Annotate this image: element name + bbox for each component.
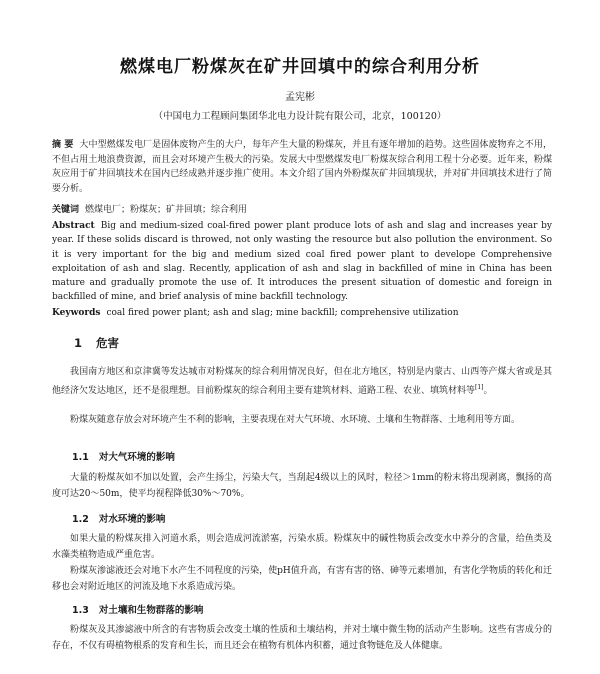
- abstract-english: [52, 219, 552, 305]
- subsection-number: 1.3: [72, 605, 89, 616]
- section-number: 1: [74, 336, 83, 350]
- subsection-1-2-paragraph-2: 粉煤灰渗滤液还会对地下水产生不同程度的污染，使pH值升高，有害有害的铬、砷等元素增加，有害化学物质的转化和迁移也会对附近地区的河流及地下水系造成污染。: [52, 566, 552, 592]
- subsection-number: 1.2: [72, 514, 89, 525]
- paper-title: 燃煤电厂粉煤灰在矿井回填中的综合利用分析: [120, 57, 480, 77]
- author-name: 孟宪彬: [285, 92, 315, 103]
- paragraph-text: 我国南方地区和京津冀等发达城市对粉煤灰的综合利用情况良好，但在北方地区，特别是内蒙古、山西等产煤大省或是其他经济欠发达地区，还不是很理想。目前粉煤灰的综合利用主要有建筑材料、道路工程、农业、填筑材料等: [52, 367, 552, 396]
- subsection-1-3-paragraph: 粉煤灰及其渗滤液中所含的有害物质会改变土壤的性质和土壤结构，并对土壤中微生物的活动产生影响。这些有害成分的存在，不仅有碍植物根系的发育和生长，而且还会在植物有机体内积蓄，通过食物链危及人体健康。: [52, 625, 552, 651]
- keywords-chinese: [52, 203, 552, 217]
- subsection-title: 对土壤和生物群落的影响: [98, 605, 204, 616]
- abstract-chinese: [52, 138, 552, 196]
- subsection-title: 对水环境的影响: [98, 514, 166, 525]
- author-affiliation: （中国电力工程顾问集团华北电力设计院有限公司，北京，100120）: [153, 111, 447, 122]
- subsection-1-1-paragraph: 大量的粉煤灰如不加以处置，会产生扬尘，污染大气，当刮起4级以上的风时，粒径＞1mm的粉末将出现剥离，飘扬的高度可达20～50m，使平均视程降低30%～70%。: [52, 473, 552, 499]
- keywords-cn-text: 燃煤电厂；粉煤灰；矿井回填；综合利用: [85, 205, 248, 215]
- section-title: 危害: [96, 336, 120, 350]
- abstract-en-label: Abstract: [52, 221, 95, 231]
- subsection-1-2-heading: [72, 511, 165, 525]
- section-1-paragraph-1: [52, 364, 552, 399]
- citation: [1]: [475, 384, 484, 391]
- subsection-1-3-heading: [72, 602, 203, 616]
- keywords-en-label: Keywords: [52, 308, 101, 318]
- subsection-title: 对大气环境的影响: [98, 452, 175, 463]
- paragraph-end: 。: [483, 386, 493, 396]
- keywords-en-text: coal fired power plant; ash and slag; mine backfill; comprehensive utilization: [106, 308, 459, 318]
- section-1-heading: [74, 335, 119, 351]
- subsection-1-1-heading: [72, 449, 175, 463]
- keywords-english: [52, 306, 552, 320]
- subsection-1-2-paragraph-1: 如果大量的粉煤灰排入河道水系，则会造成河流淤塞，污染水质。粉煤灰中的碱性物质会改变水中养分的含量，给鱼类及水藻类植物造成严重危害。: [52, 534, 552, 560]
- section-1-paragraph-2: 粉煤灰随意存放会对环境产生不利的影响，主要表现在对大气环境、水环境、土壤和生物群落、土地利用等方面。: [70, 415, 521, 425]
- abstract-cn-label: 摘 要: [52, 140, 74, 150]
- subsection-number: 1.1: [72, 452, 89, 463]
- keywords-cn-label: 关键词: [52, 205, 80, 215]
- abstract-en-text: Big and medium-sized coal-fired power plant produce lots of ash and slag and increases year by year. If these solids discard is throwed, not only wasting the resource but also pollution the environment. So it is very important for the big and medium sized coal fired power plant to develope Comprehensive exploitation of ash and slag. Recently, application of ash and slag in backfilled of mine in China has been mature and gradually promote the use of. It introduces the present situation of domestic and foreign in backfilled of mine, and brief analysis of mine backfill technology.: [52, 221, 552, 303]
- abstract-cn-text: 大中型燃煤发电厂是固体废物产生的大户，每年产生大量的粉煤灰，并且有逐年增加的趋势。这些固体废物弃之不用，不但占用土地浪费资源，而且会对环境产生极大的污染。发展大中型燃煤发电厂粉煤灰综合利用工程十分必要。近年来，粉煤灰应用于矿井回填技术在国内已经成熟并逐步推广使用。本文介绍了国内外粉煤灰矿井回填现状，并对矿井回填技术进行了简要分析。: [52, 140, 552, 194]
